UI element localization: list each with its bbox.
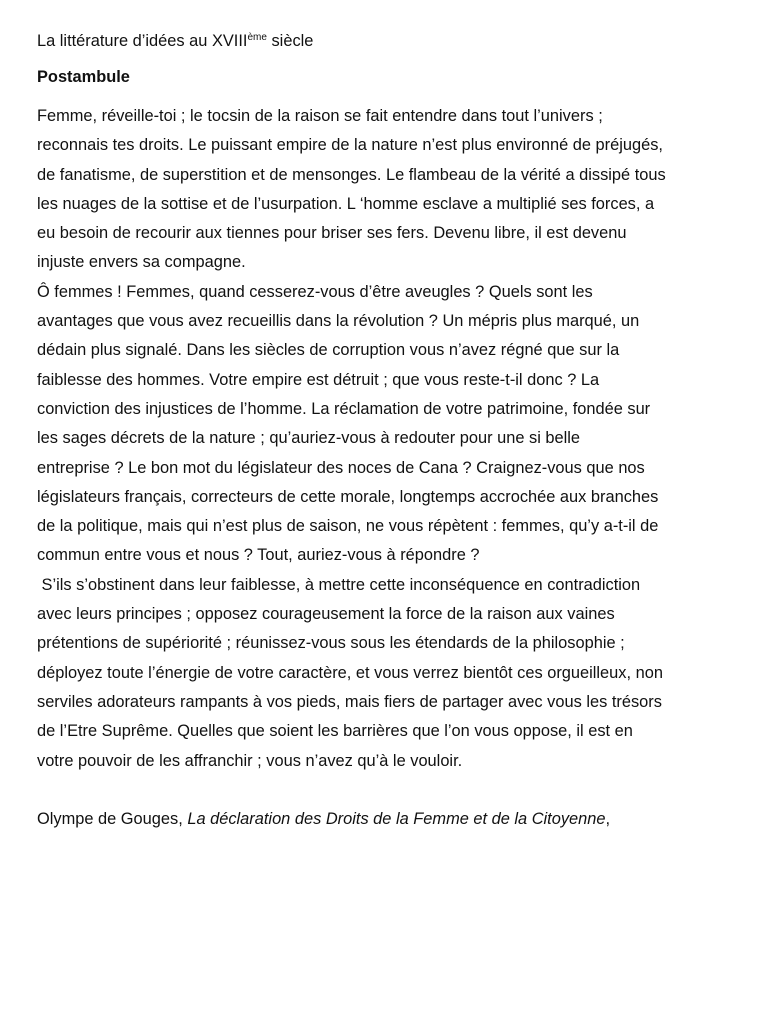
- text-line: de l’Etre Suprême. Quelles que soient les barrières que l’on vous oppose, il est en: [37, 722, 633, 741]
- text-line: Femme, réveille-toi ; le tocsin de la raison se fait entendre dans tout l’univers ;: [37, 107, 603, 125]
- text-line: dédain plus signalé. Dans les siècles de corruption vous n’avez régné que sur la: [37, 341, 620, 360]
- paragraph-2: [37, 278, 737, 571]
- paragraph-1: [37, 102, 737, 278]
- text-line: déployez toute l’énergie de votre caractère, et vous verrez bientôt ces orgueilleux, non: [37, 663, 663, 682]
- text-line: faiblesse des hommes. Votre empire est détruit ; que vous reste-t-il donc ? La: [37, 370, 600, 389]
- header-text: La littérature d’idées au XVIII: [37, 32, 248, 50]
- text-line: serviles adorateurs rampants à vos pieds, mais fiers de partager avec vous les trésors: [37, 692, 662, 711]
- citation-trailing: ,: [605, 809, 611, 828]
- text-line: conviction des injustices de l’homme. La réclamation de votre patrimoine, fondée sur: [37, 399, 651, 418]
- text-line: eu besoin de recourir aux tiennes pour briser ses fers. Devenu libre, il est devenu: [37, 224, 627, 243]
- text-line: de la politique, mais qui n’est plus de saison, ne vous répètent : femmes, qu’y a-t-il de: [37, 517, 659, 536]
- text-line: reconnais tes droits. Le puissant empire de la nature n’est plus environné de préjugés,: [37, 136, 663, 155]
- document-header: [37, 30, 737, 52]
- text-line: législateurs français, correcteurs de cette morale, longtemps accrochée aux branches: [37, 487, 659, 506]
- text-line: Ô femmes ! Femmes, quand cesserez-vous d’être aveugles ? Quels sont les: [37, 282, 593, 301]
- document-page: [37, 30, 737, 834]
- text-line: prétentions de supériorité ; réunissez-vous sous les étendards de la philosophie ;: [37, 634, 625, 653]
- section-title: Postambule: [37, 68, 130, 86]
- text-line: injuste envers sa compagne.: [37, 253, 246, 272]
- text-line: votre pouvoir de les affranchir ; vous n’avez qu’à le vouloir.: [37, 751, 463, 770]
- text-line: avantages que vous avez recueillis dans la révolution ? Un mépris plus marqué, un: [37, 312, 640, 331]
- text-line: commun entre vous et nous ? Tout, auriez-vous à répondre ?: [37, 546, 480, 565]
- citation-work-title: La déclaration des Droits de la Femme et de la Citoyenne: [187, 809, 606, 828]
- paragraph-3: [37, 571, 737, 776]
- text-line: les sages décrets de la nature ; qu’auriez-vous à redouter pour une si belle: [37, 429, 581, 448]
- citation: [37, 805, 737, 834]
- text-line: les nuages de la sottise et de l’usurpation. L ‘homme esclave a multiplié ses forces, a: [37, 194, 655, 213]
- header-superscript: ème: [247, 32, 267, 43]
- text-line: entreprise ? Le bon mot du législateur des noces de Cana ? Craignez-vous que nos: [37, 458, 645, 477]
- text-line: S’ils s’obstinent dans leur faiblesse, à mettre cette inconséquence en contradiction: [37, 575, 641, 594]
- header-suffix: siècle: [266, 32, 314, 50]
- citation-author: Olympe de Gouges,: [37, 809, 188, 828]
- text-line: avec leurs principes ; opposez courageusement la force de la raison aux vaines: [37, 605, 615, 624]
- text-line: de fanatisme, de superstition et de mensonges. Le flambeau de la vérité a dissipé tous: [37, 165, 666, 184]
